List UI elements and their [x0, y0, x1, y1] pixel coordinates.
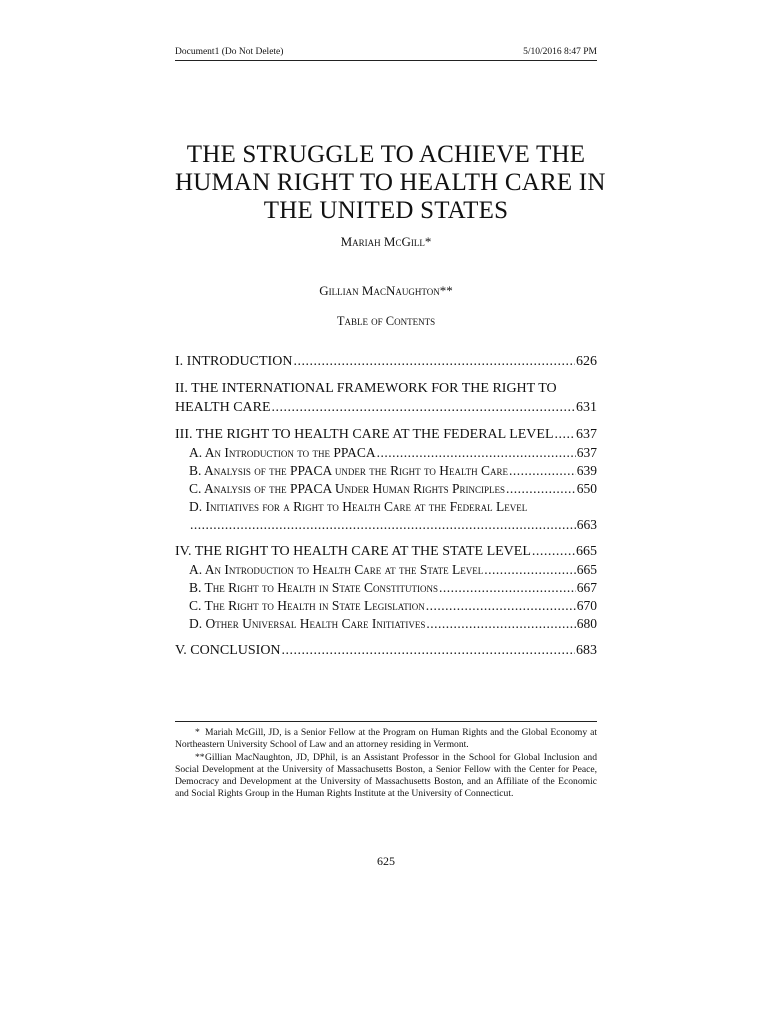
- toc-entry-state-constitutions: [175, 579, 597, 597]
- toc-entry-label: V. CONCLUSION: [175, 643, 281, 658]
- toc-entry-label: A. An Introduction to Health Care at the State Level: [189, 562, 484, 577]
- toc-entry-label: HEALTH CARE: [175, 400, 271, 415]
- toc-leader-dots: [509, 462, 576, 480]
- toc-leader-dots: [426, 615, 575, 633]
- toc-entry-label: C. Analysis of the PPACA Under Human Rights Principles: [189, 481, 506, 496]
- table-of-contents: [175, 352, 597, 660]
- footnote-2: [175, 752, 597, 801]
- toc-entry-label: D. Other Universal Health Care Initiatives: [189, 616, 426, 631]
- toc-entry-label: B. Analysis of the PPACA under the Right to Health Care: [189, 463, 509, 478]
- toc-entry-introduction-state-level: [175, 561, 597, 579]
- toc-leader-dots: [532, 542, 575, 561]
- title-line-1: THE STRUGGLE TO ACHIEVE THE: [186, 141, 586, 168]
- toc-entry-page: 665: [576, 544, 597, 559]
- footnote-divider: [175, 721, 597, 722]
- toc-leader-dots: [272, 398, 575, 417]
- toc-entry-page: 637: [576, 427, 597, 442]
- toc-entry-label: C. The Right to Health in State Legislation: [189, 598, 425, 613]
- footnotes: [175, 727, 597, 801]
- footnote-text: Gillian MacNaughton, JD, DPhil, is an Assistant Professor in the School for Global Inclusion and Social Development at the University of Massachusetts Boston, a Senior Fellow with the Center for Peace, Democracy and Development at the University of Massachusetts Boston, and an Affiliate of the Economic and Social Rights Group in the Human Rights Institute at the University of Connecticut.: [175, 751, 597, 800]
- header-timestamp: 5/10/2016 8:47 PM: [523, 47, 597, 57]
- toc-leader-dots: [426, 597, 576, 615]
- title-line-2: HUMAN RIGHT TO HEALTH CARE IN: [175, 169, 606, 196]
- author-2: Gillian MacNaughton**: [319, 283, 453, 298]
- page-number: 625: [377, 854, 395, 868]
- toc-leader-dots: [282, 641, 575, 660]
- author-1: Mariah McGill*: [340, 234, 432, 249]
- toc-entry-introduction: [175, 352, 597, 371]
- toc-entry-page: 683: [576, 643, 597, 658]
- toc-entry-international-framework-line1: II. THE INTERNATIONAL FRAMEWORK FOR THE RIGHT TO: [175, 381, 557, 396]
- toc-leader-dots: [190, 516, 576, 534]
- toc-entry-international-framework: [175, 398, 597, 417]
- header-document-name: Document1 (Do Not Delete): [175, 47, 284, 57]
- toc-entry-label: B. The Right to Health in State Constitutions: [189, 580, 439, 595]
- toc-entry-page: 639: [576, 463, 597, 478]
- title-line-3: THE UNITED STATES: [263, 197, 509, 224]
- toc-entry-page: 637: [576, 445, 597, 460]
- toc-entry-label: IV. THE RIGHT TO HEALTH CARE AT THE STATE LEVEL: [175, 544, 531, 559]
- toc-entry-page: 650: [576, 481, 597, 496]
- toc-entry-label: III. THE RIGHT TO HEALTH CARE AT THE FEDERAL LEVEL: [175, 427, 554, 442]
- toc-entry-state-legislation: [175, 597, 597, 615]
- toc-entry-page: 680: [576, 616, 597, 631]
- toc-entry-universal-health-initiatives: [175, 615, 597, 633]
- toc-heading: Table of Contents: [336, 314, 436, 328]
- article-title: [175, 141, 606, 225]
- toc-entry-page: 670: [576, 598, 597, 613]
- toc-entry-federal-initiatives-line1: D. Initiatives for a Right to Health Care at the Federal Level: [189, 499, 528, 514]
- toc-entry-state-level: [175, 542, 597, 561]
- footnote-text: Mariah McGill, JD, is a Senior Fellow at the Program on Human Rights and the Global Economy at Northeastern University School of Law and an attorney residing in Vermont.: [175, 727, 597, 751]
- toc-entry-page: 667: [576, 580, 597, 595]
- toc-leader-dots: [293, 352, 575, 371]
- toc-entry-page: 663: [576, 517, 597, 532]
- footnote-marker: **: [195, 751, 205, 763]
- toc-entry-federal-level: [175, 425, 597, 444]
- toc-entry-introduction-to-ppaca: [175, 444, 597, 462]
- toc-entry-label: A. An Introduction to the PPACA: [189, 445, 376, 460]
- toc-leader-dots: [506, 480, 576, 498]
- toc-entry-analysis-ppaca-human-rights: [175, 480, 597, 498]
- toc-leader-dots: [439, 579, 576, 597]
- toc-entry-label: I. INTRODUCTION: [175, 354, 293, 369]
- footnote-marker: *: [195, 727, 200, 738]
- toc-entry-conclusion: [175, 641, 597, 660]
- running-header: [175, 46, 597, 61]
- toc-entry-page: 665: [576, 562, 597, 577]
- footnote-1: [175, 727, 597, 752]
- toc-entry-analysis-ppaca-right-to-health: [175, 462, 597, 480]
- toc-entry-page: 631: [576, 400, 597, 415]
- toc-entry-federal-initiatives: [175, 516, 597, 534]
- toc-leader-dots: [555, 425, 575, 444]
- toc-leader-dots: [377, 444, 576, 462]
- toc-leader-dots: [484, 561, 575, 579]
- toc-entry-page: 626: [576, 354, 597, 369]
